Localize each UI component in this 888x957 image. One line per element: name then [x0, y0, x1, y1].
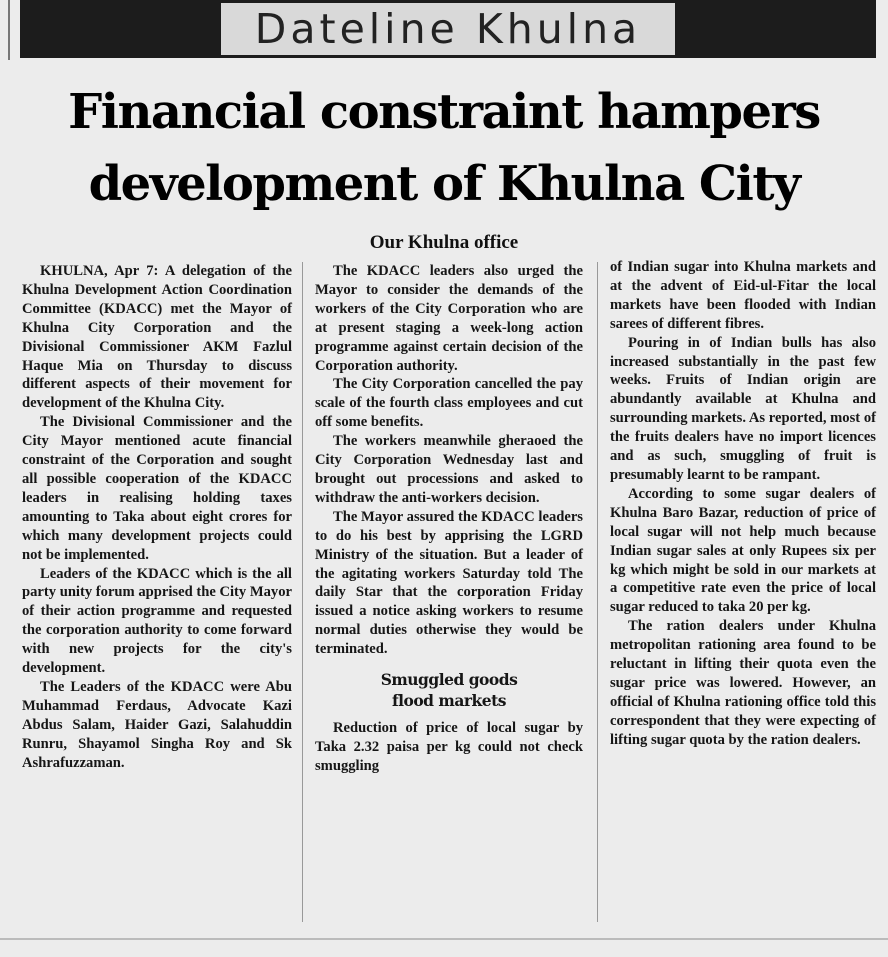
subheading-line-2: flood markets: [391, 691, 507, 711]
headline-line-1: Financial constraint hampers: [68, 84, 820, 140]
paragraph: The ration dealers under Khulna metropolitan rationing area found to be reluctant in lifting their quota even the sugar price was lowered. However, an official of Khulna rationing office told this correspondent that they were expecting of lifting sugar quota by the ration dealers.: [610, 618, 876, 748]
paragraph: According to some sugar dealers of Khulna Baro Bazar, reduction of price of local sugar will not help much because Indian sugar sales at only Rupees six per kg which might be sold in our markets at a competitive rate even the price of local sugar reduced to taka 20 per kg.: [610, 485, 876, 616]
banner-title: Dateline Khulna: [221, 3, 675, 55]
paragraph: KHULNA, Apr 7: A delegation of the Khulna Development Action Coordination Committee (KDACC) met the Mayor of Khulna City Corporation and the Divisional Commissioner AKM Fazlul Haque Mia on Thursday to discuss different aspects of their movement for development of the Khulna City.: [22, 263, 292, 412]
bottom-rule: [0, 938, 888, 940]
section-banner: [20, 0, 876, 58]
paragraph: The Leaders of the KDACC were Abu Muhammad Ferdaus, Advocate Kazi Abdus Salam, Haider Gazi, Salahuddin Runru, Shayamol Singha Roy and Sk Ashrafuzzaman.: [22, 678, 292, 771]
paragraph: The Divisional Commissioner and the City Mayor mentioned acute financial constraint of the Corporation and sought all possible cooperation of the KDACC leaders in realising holding taxes amounting to Taka about eight crores for which many development projects could not be implemented.: [22, 414, 292, 563]
subheading-line-1: Smuggled goods: [380, 670, 518, 690]
column-divider: [597, 262, 598, 922]
paragraph: The City Corporation cancelled the pay scale of the fourth class employees and cut off some benefits.: [315, 376, 583, 431]
article-column-1: [22, 262, 292, 772]
subheading: [315, 669, 583, 711]
paragraph: Leaders of the KDACC which is the all party unity forum apprised the City Mayor of their action programme and requested the corporation authority to come forward with new projects for the city's development.: [22, 565, 292, 677]
paragraph: of Indian sugar into Khulna markets and at the advent of Eid-ul-Fitar the local markets have been flooded with Indian sarees of different fibres.: [610, 259, 876, 332]
left-margin-rule: [8, 0, 10, 60]
headline-line-2: development of Khulna City: [88, 156, 800, 212]
byline: Our Khulna office: [369, 232, 519, 253]
paragraph: Reduction of price of local sugar by Taka 2.32 paisa per kg could not check smuggling: [315, 720, 583, 774]
paragraph: Pouring in of Indian bulls has also increased substantially in the past few weeks. Fruits of Indian origin are abundantly available at Khulna and surrounding markets. As reported, most of the fruits dealers have no import licences and as such, smuggling of fruit is presumably learnt to be rampant.: [610, 334, 876, 483]
paragraph: The KDACC leaders also urged the Mayor to consider the demands of the workers of the City Corporation who are at present staging a week-long action programme against certain decision of the Corporation authority.: [315, 263, 583, 374]
column-divider: [302, 262, 303, 922]
article-column-2: [315, 262, 583, 776]
headline: [0, 76, 888, 220]
paragraph: The Mayor assured the KDACC leaders to do his best by apprising the LGRD Ministry of the situation. But a leader of the agitating workers Saturday told The daily Star that the corporation Friday issued a notice asking workers to resume normal duties otherwise they would be terminated.: [315, 508, 583, 658]
article-column-3: [610, 258, 876, 750]
paragraph: The workers meanwhile gheraoed the City Corporation Wednesday last and brought out processions and asked to withdraw the anti-workers decision.: [315, 433, 583, 506]
